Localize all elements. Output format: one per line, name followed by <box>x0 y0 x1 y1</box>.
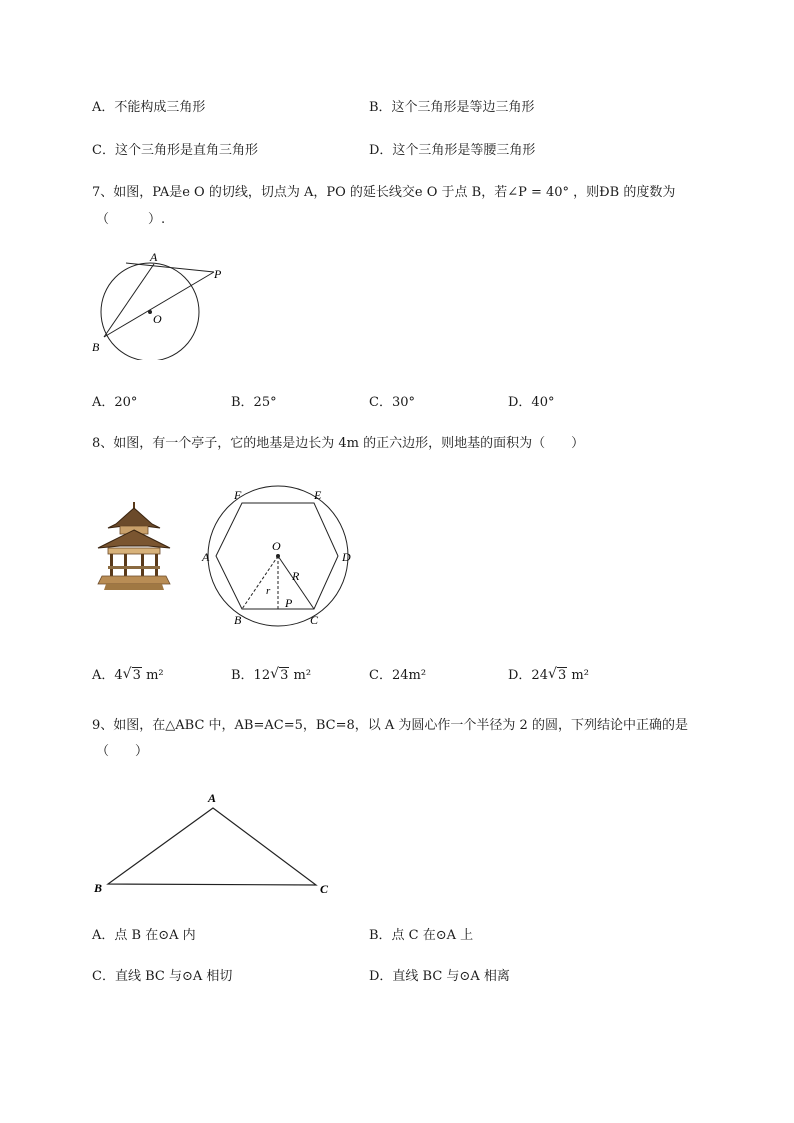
label-r-big: R <box>292 569 300 583</box>
q8-option-a <box>92 668 164 684</box>
segment-ob <box>242 556 278 609</box>
q8-option-a-radicand: 3 <box>132 668 141 683</box>
q7-option-d: D．40° <box>508 395 555 410</box>
q8-option-d-radicand: 3 <box>557 668 567 683</box>
q6-option-a: A．不能构成三角形 <box>92 100 206 115</box>
label-o: O <box>153 312 162 326</box>
q7-option-a: A．20° <box>92 395 138 410</box>
q7-option-c: C．30° <box>369 395 415 410</box>
q8-option-d-unit: m² <box>571 668 589 683</box>
q8-option-a-unit: m² <box>146 668 164 683</box>
sqrt-symbol: √ 3 <box>270 666 289 683</box>
q9-stem-line2: （ ） <box>96 744 149 759</box>
q6-option-d: D．这个三角形是等腰三角形 <box>369 143 536 158</box>
center-point <box>148 310 152 314</box>
label-o: O <box>272 539 281 553</box>
q6-option-b: B．这个三角形是等边三角形 <box>369 100 535 115</box>
label-b: B <box>92 340 100 354</box>
q8-option-a-prefix: A．4 <box>92 668 123 683</box>
q8-option-d-prefix: D．24 <box>508 668 548 683</box>
label-a: A <box>208 791 217 805</box>
label-b: B <box>94 881 103 895</box>
q8-option-b-radicand: 3 <box>280 668 289 683</box>
label-a: A <box>202 550 210 564</box>
label-b: B <box>234 613 242 627</box>
q7-circle-figure <box>86 248 246 360</box>
label-a: A <box>150 250 158 264</box>
q8-option-b <box>231 668 311 684</box>
triangle-abc <box>108 808 316 885</box>
q8-stem: 8、如图，有一个亭子，它的地基是边长为 4m 的正六边形，则地基的面积为（ ） <box>92 436 585 451</box>
q8-option-b-unit: m² <box>293 668 312 683</box>
q9-option-d: D．直线 BC 与⊙A 相离 <box>369 969 510 984</box>
q9-option-c: C．直线 BC 与⊙A 相切 <box>92 969 233 984</box>
q9-option-a: A．点 B 在⊙A 内 <box>92 928 196 943</box>
label-p: P <box>214 267 222 281</box>
q9-option-b: B．点 C 在⊙A 上 <box>369 928 474 943</box>
chord-ab <box>104 264 154 337</box>
label-f: F <box>234 488 242 502</box>
label-c: C <box>320 882 329 896</box>
tangent-line-pa <box>126 263 214 272</box>
q7-stem-line1: 7、如图，PA是e O 的切线，切点为 A，PO 的延长线交e O 于点 B，若∠P = 40° ，则ÐB 的度数为 <box>92 185 676 200</box>
label-c: C <box>310 613 319 627</box>
q8-option-c: C．24m² <box>369 668 427 683</box>
q8-option-d <box>508 668 589 684</box>
q9-stem-line1: 9、如图，在△ABC 中，AB=AC=5，BC=8，以 A 为圆心作一个半径为 2 的圆，下列结论中正确的是 <box>92 718 688 733</box>
label-e: E <box>314 488 322 502</box>
q6-option-c: C．这个三角形是直角三角形 <box>92 143 258 158</box>
sqrt-symbol: √ 3 <box>547 666 567 683</box>
pavilion-image <box>94 502 174 594</box>
q7-option-b: B．25° <box>231 395 277 410</box>
center-o-point <box>276 554 280 558</box>
q8-option-b-prefix: B．12 <box>231 668 271 683</box>
q8-hexagon-figure <box>196 484 366 630</box>
label-d: D <box>342 550 351 564</box>
label-p: P <box>285 596 293 610</box>
sqrt-symbol: √ 3 <box>122 666 141 683</box>
label-r-small: r <box>266 585 271 597</box>
q7-stem-line2: （ ）. <box>96 212 166 227</box>
line-pb <box>104 272 214 337</box>
q9-triangle-figure <box>90 790 340 900</box>
